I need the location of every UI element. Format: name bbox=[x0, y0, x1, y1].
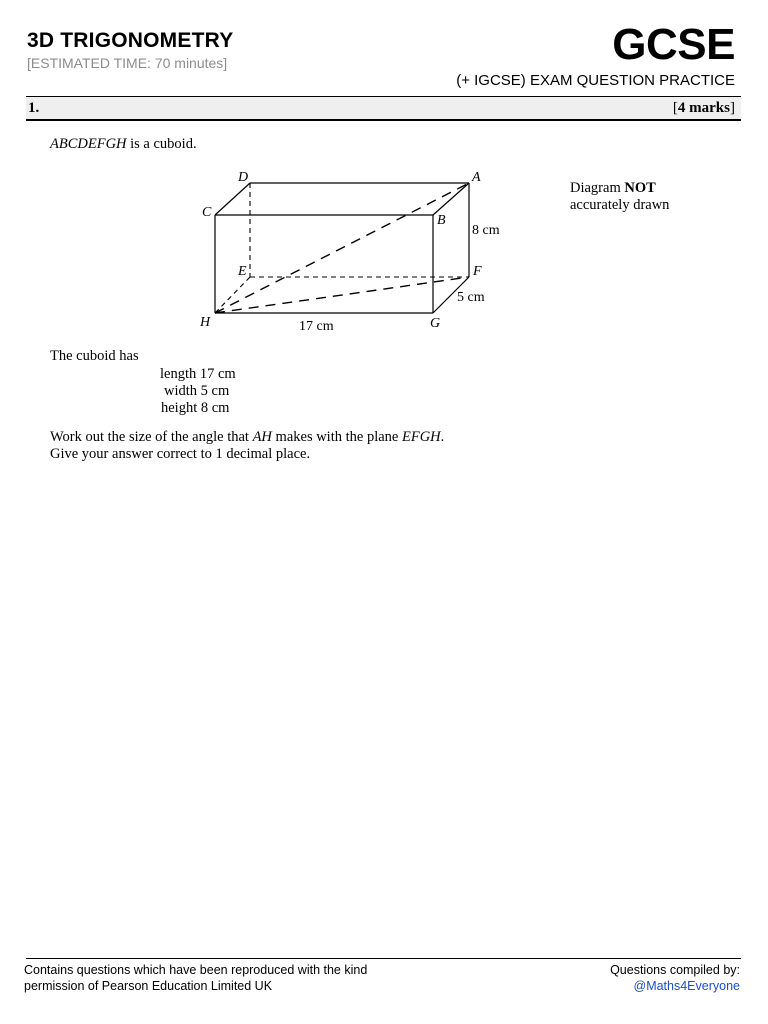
marks-close-bracket: ] bbox=[730, 100, 735, 116]
footer-credits-label: Questions compiled by: bbox=[610, 963, 740, 977]
footer-permission-line-2: permission of Pearson Education Limited UK bbox=[24, 979, 273, 993]
diagram-note-not: NOT bbox=[624, 180, 656, 196]
task-line-1 bbox=[50, 429, 444, 446]
diagonal-ha bbox=[215, 183, 469, 313]
footer-divider bbox=[26, 958, 741, 959]
question-task bbox=[50, 429, 444, 463]
footer-permission bbox=[24, 962, 367, 994]
vertex-label-h: H bbox=[200, 315, 211, 330]
vertex-label-f: F bbox=[473, 264, 482, 279]
diagonal-hf bbox=[215, 277, 469, 313]
task-period: . bbox=[440, 429, 445, 445]
intro-rest: is a cuboid. bbox=[126, 136, 197, 152]
task-plane-efgh: EFGH bbox=[401, 429, 441, 445]
edge-eh-hidden bbox=[215, 277, 250, 313]
brand-gcse: GCSE bbox=[612, 20, 735, 69]
edge-cd bbox=[215, 183, 250, 215]
cuboid-has-text: The cuboid has bbox=[50, 348, 139, 364]
worksheet-title: 3D TRIGONOMETRY bbox=[27, 29, 234, 52]
length-dimension-label: 17 cm bbox=[299, 319, 334, 334]
vertex-label-g: G bbox=[430, 316, 441, 331]
edge-ab bbox=[433, 183, 469, 215]
marks-text: 4 marks bbox=[677, 100, 730, 116]
width-dimension-label: 5 cm bbox=[457, 290, 485, 305]
footer-twitter-handle: @Maths4Everyone bbox=[633, 979, 740, 993]
marks-open-bracket: [ bbox=[672, 100, 678, 116]
cuboid-diagram bbox=[0, 0, 768, 360]
vertex-label-c: C bbox=[202, 205, 212, 220]
practice-subtitle: (+ IGCSE) EXAM QUESTION PRACTICE bbox=[456, 72, 735, 89]
cuboid-name: ABCDEFGH bbox=[50, 136, 127, 152]
height-dimension-label: 8 cm bbox=[472, 223, 500, 238]
diagram-note-text: Diagram bbox=[570, 180, 625, 196]
vertex-label-d: D bbox=[238, 170, 249, 185]
task-line-2: Give your answer correct to 1 decimal place. bbox=[50, 446, 311, 462]
vertex-label-b: B bbox=[437, 213, 446, 228]
question-number: 1. bbox=[28, 100, 40, 116]
width-text: width 5 cm bbox=[164, 383, 230, 399]
vertex-label-a: A bbox=[472, 170, 481, 185]
length-text: length 17 cm bbox=[160, 366, 236, 382]
diagram-note-line-2: accurately drawn bbox=[570, 197, 670, 213]
height-text: height 8 cm bbox=[161, 400, 230, 416]
task-text-a: Work out the size of the angle that bbox=[50, 429, 253, 445]
estimated-time: [ESTIMATED TIME: 70 minutes] bbox=[27, 55, 228, 71]
task-line-ah: AH bbox=[252, 429, 272, 445]
footer-permission-line-1: Contains questions which have been reproduced with the kind bbox=[24, 963, 368, 977]
task-text-c: makes with the plane bbox=[271, 429, 402, 445]
footer-credits bbox=[610, 962, 740, 994]
vertex-label-e: E bbox=[238, 264, 247, 279]
